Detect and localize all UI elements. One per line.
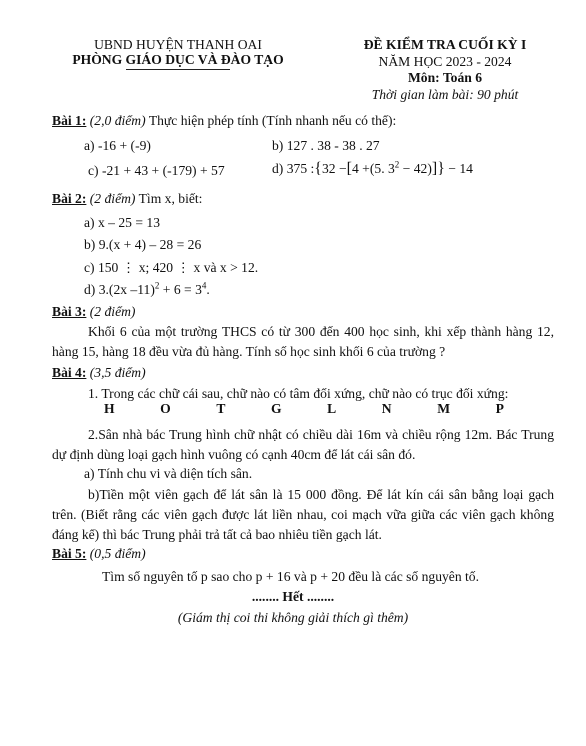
school-year: NĂM HỌC 2023 - 2024: [378, 54, 512, 69]
letter-item: O: [160, 401, 171, 416]
bai5-heading: [52, 545, 146, 562]
bai5-points: (0,5 điểm): [89, 546, 146, 561]
bai2-prompt: Tìm x, biết:: [138, 191, 203, 206]
bai4-label: Bài 4:: [52, 365, 87, 380]
bai1-prompt: Thực hiện phép tính (Tính nhanh nếu có thể):: [148, 113, 397, 128]
bai2-label: Bài 2:: [52, 191, 87, 206]
bai3-points: (2 điểm): [89, 304, 136, 319]
bai1-b: b) 127 . 38 - 38 . 27: [272, 138, 380, 153]
bai4-q2a: a) Tính chu vi và diện tích sân.: [84, 466, 253, 481]
duration: Thời gian làm bài: 90 phút: [371, 87, 519, 102]
bai2-b: b) 9.(x + 4) – 28 = 26: [84, 237, 202, 252]
letter-list: [104, 401, 504, 417]
bai5-text: Tìm số nguyên tố p sao cho p + 16 và p + 20 đều là các số nguyên tố.: [102, 569, 480, 584]
bai3-heading: [52, 303, 135, 320]
bai3-text: Khối 6 của một trường THCS có từ 300 đến 400 học sinh, khi xếp thành hàng 12, hàng 15, hàng 18 đều vừa đủ hàng. Tính số học sinh khối 6 của trường ?: [52, 324, 554, 359]
bai4-q1: 1. Trong các chữ cái sau, chữ nào có tâm đối xứng, chữ nào có trục đối xứng:: [88, 386, 509, 401]
bai4-q2b: b)Tiền một viên gạch để lát sân là 15 000 đồng. Để lát kín cái sân bằng loại gạch trên. (Biết rằng các viên gạch được lát liền nhau, coi mạch vữa giữa các viên gạch không đáng kể) thì bác Trung phải trả tất cả bao nhiêu tiền gạch lát.: [52, 487, 554, 542]
bai4-q2: 2.Sân nhà bác Trung hình chữ nhật có chiều dài 16m và chiều rộng 12m. Bác Trung dự định dùng loại gạch hình vuông có cạnh 40cm để lát cái sân đó.: [52, 427, 554, 462]
bai1-d: d) 375 :{32 −[4 +(5. $3^2 - 42)]\} - 14$: [272, 159, 473, 177]
bai2-a: a) x – 25 = 13: [84, 215, 161, 230]
bai2-d: d) 3.(2x $-11)^2 + 6 = 3^4$.: [84, 280, 210, 297]
org-line2: PHÒNG GIÁO DỤC VÀ ĐÀO TẠO: [72, 52, 284, 67]
bai1-heading: [52, 112, 396, 129]
bai1-label: Bài 1:: [52, 113, 87, 128]
letter-item: P: [495, 401, 504, 416]
bai4-points: (3,5 điểm): [89, 365, 146, 380]
bai3-label: Bài 3:: [52, 304, 87, 319]
letter-item: T: [216, 401, 226, 416]
letter-item: G: [270, 401, 282, 416]
end-marker: ........ Hết ........: [251, 589, 335, 604]
bai1-c: c) -21 + 43 + (-179) + 57: [88, 163, 225, 178]
bai1-points: (2,0 điểm): [89, 113, 146, 128]
exam-title: ĐỀ KIỂM TRA CUỐI KỲ I: [363, 37, 527, 52]
letter-item: H: [104, 401, 115, 416]
bai2-c: c) 150 ⋮ x; 420 ⋮ x và x > 12.: [84, 260, 259, 275]
bai5-label: Bài 5:: [52, 546, 87, 561]
org-line1: UBND HUYỆN THANH OAI: [94, 37, 262, 52]
bai1-a: a) -16 + (-9): [84, 138, 151, 153]
letter-item: N: [381, 401, 392, 416]
subject: Môn: Toán 6: [407, 70, 483, 85]
letter-item: M: [437, 401, 451, 416]
header-underline-left: [126, 69, 230, 70]
bai4-heading: [52, 364, 146, 381]
bai2-points: (2 điểm): [89, 191, 136, 206]
letter-item: L: [327, 401, 337, 416]
proctor-note: (Giám thị coi thi không giải thích gì thêm): [177, 610, 409, 625]
bai2-heading: [52, 190, 202, 207]
